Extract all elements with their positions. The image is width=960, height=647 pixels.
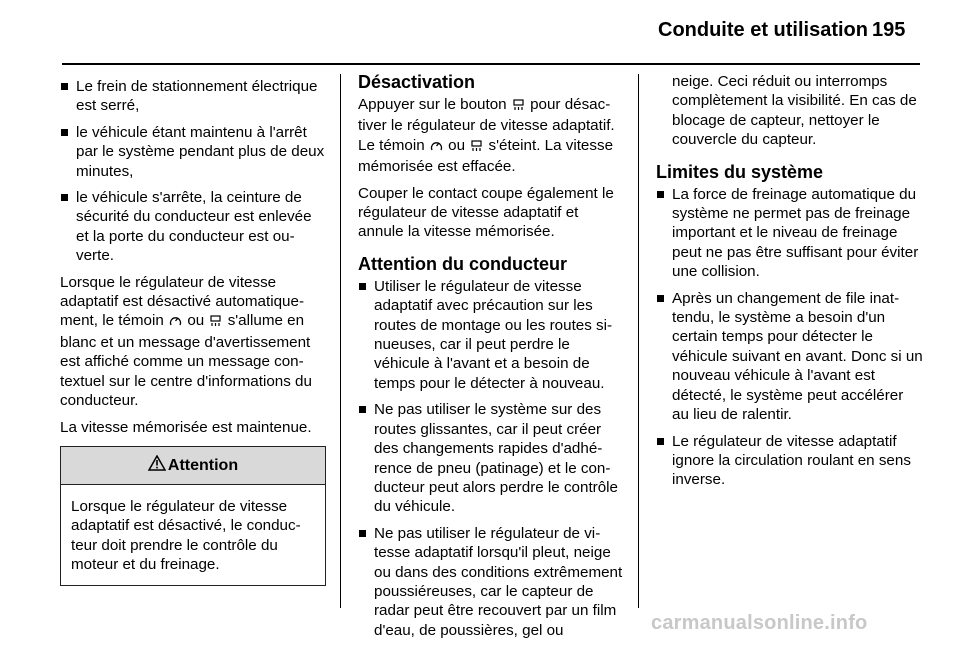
list-item: Après un changement de file inattendu, le système a besoin d'un certain temps pour détecter le véhicule suivant en avant. Donc si un nouveau véhicule à l'avant est détecté, le système peut accélérer au lieu de ralentir. bbox=[656, 289, 924, 425]
warning-header bbox=[61, 447, 325, 485]
list-item: Ne pas utiliser le régulateur de vitesse adaptatif lorsqu'il pleut, neige ou dans des conditions extrêmement poussiéreuses, car le capteur de radar peut être recouvert par un film d'eau, de poussières, gel ou bbox=[358, 524, 626, 640]
column-divider bbox=[340, 74, 341, 608]
warning-triangle-icon bbox=[148, 455, 168, 476]
list-item: le véhicule s'arrête, la ceinture de sécurité du conducteur est enlevée et la porte du conducteur est ouverte. bbox=[60, 188, 326, 266]
list-item: Le frein de stationnement électrique est serré, bbox=[60, 77, 326, 116]
paragraph: neige. Ceci réduit ou interromps complètement la visibilité. En cas de blocage de capteur, nettoyer le couvercle du capteur. bbox=[672, 73, 917, 149]
page-header bbox=[0, 0, 960, 64]
section-heading: Désactivation bbox=[358, 72, 476, 92]
section-heading: Attention du conducteur bbox=[358, 253, 567, 274]
warning-title: Attention bbox=[167, 456, 239, 474]
acc-vehicle-icon bbox=[470, 138, 483, 157]
column-3 bbox=[656, 72, 924, 497]
watermark: carmanualsonline.info bbox=[651, 612, 868, 634]
running-title: Conduite et utilisation bbox=[658, 19, 868, 41]
list-item: le véhicule étant maintenu à l'arrêt par le système pendant plus de deux minutes, bbox=[60, 123, 326, 181]
list-item: Utiliser le régulateur de vitesse adaptatif avec précaution sur les routes de montage ou les routes sinueuses, car il peut perdre le véhicule à l'avant et a besoin de temps pour le détecter à nouveau. bbox=[358, 277, 626, 393]
column-2 bbox=[358, 72, 626, 647]
warning-text: Lorsque le régulateur de vitesse adaptatif est désactivé, le conducteur doit prendre le contrôle du moteur et du freinage. bbox=[71, 497, 301, 574]
list-item: La force de freinage automatique du système ne permet pas de freinage important et le niveau de freinage peut ne pas être suffisant pour éviter une collision. bbox=[656, 185, 924, 282]
acc-vehicle-icon bbox=[512, 97, 525, 116]
list-item: Ne pas utiliser le système sur des routes glissantes, car il peut créer des changements rapides d'adhérence de pneu (patinage) et le conducteur peut alors perdre le contrôle du véhicule. bbox=[358, 400, 626, 516]
column-divider bbox=[638, 74, 639, 608]
adaptive-cruise-lamp-icon bbox=[169, 313, 182, 332]
paragraph: Couper le contact coupe également le régulateur de vitesse adaptatif et annule la vitesse mémorisée. bbox=[358, 184, 614, 241]
paragraph: Appuyer sur le bouton pour désactiver le régulateur de vitesse adaptatif. Le témoin ou s'éteint. La vitesse mémorisée est effacée. bbox=[358, 96, 615, 176]
section-heading: Limites du système bbox=[656, 161, 824, 182]
warning-box bbox=[60, 446, 326, 586]
adaptive-cruise-lamp-icon bbox=[430, 138, 443, 157]
column-1 bbox=[60, 77, 326, 586]
list-item: Le régulateur de vitesse adaptatif ignore la circulation roulant en sens inverse. bbox=[656, 432, 924, 490]
page-number: 195 bbox=[872, 19, 906, 41]
header-rule bbox=[62, 63, 920, 65]
acc-vehicle-icon bbox=[209, 313, 222, 332]
paragraph: Lorsque le régulateur de vitesse adaptatif est désactivé automatiquement, le témoin ou s'allume en blanc et un message d'avertissement est affiché comme un message contextuel sur le centre d'informations du conducteur. bbox=[60, 273, 312, 410]
paragraph: La vitesse mémorisée est maintenue. bbox=[60, 418, 312, 436]
